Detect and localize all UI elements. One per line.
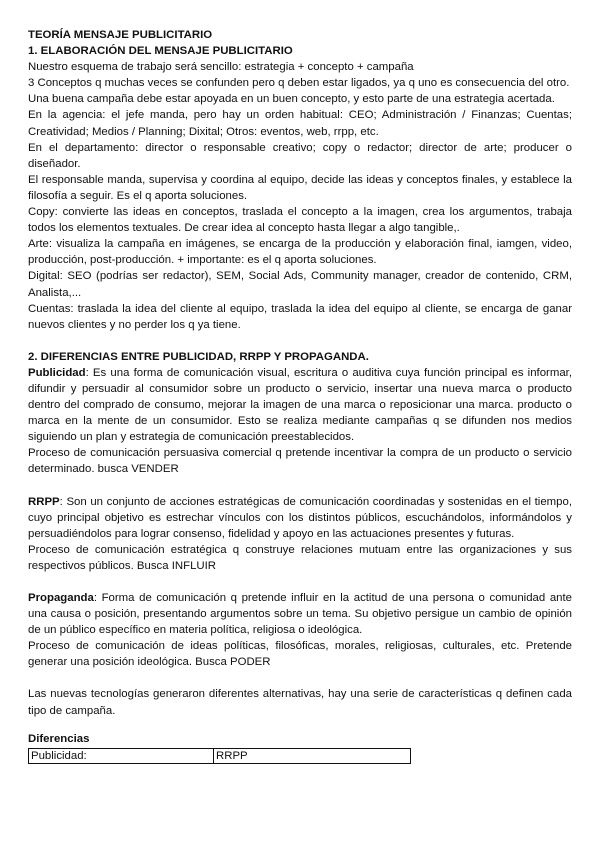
- paragraph: En la agencia: el jefe manda, pero hay un orden habitual: CEO; Administración / Finanzas; Cuentas; Creatividad; Medios / Planning; Dixital; Otros: eventos, web, rrpp, etc.: [28, 109, 572, 138]
- document-title: TEORÍA MENSAJE PUBLICITARIO: [28, 29, 213, 41]
- paragraph: Cuentas: traslada la idea del cliente al equipo, traslada la idea del equipo al cliente, se encarga de ganar nuevos clientes y no perder los q ya tiene.: [28, 302, 572, 331]
- propaganda-definition-text: : Forma de comunicación q pretende influir en la actitud de una persona o comunidad ante una causa o posición, presentando argumentos sobre un tema. Su objetivo persigue un cambio de opinión de un público específico en materia política, religiosa o ideológica.: [28, 592, 572, 637]
- publicidad-definition: [28, 365, 572, 445]
- diferencias-heading: Diferencias: [28, 732, 90, 745]
- paragraph: Copy: convierte las ideas en conceptos, traslada el concepto a la imagen, crea los argumentos, trabaja todos los elementos textuales. De crear idea al concepto hasta llegar a algo tangible,.: [28, 206, 572, 235]
- rrpp-definition: [28, 494, 572, 542]
- propaganda-term: Propaganda: [28, 592, 94, 604]
- table-cell-publicidad: Publicidad:: [29, 748, 214, 763]
- section-1-heading: 1. ELABORACIÓN DEL MENSAJE PUBLICITARIO: [28, 45, 293, 58]
- paragraph: El responsable manda, supervisa y coordina al equipo, decide las ideas y conceptos finales, y establece la filosofía a seguir. Es el q aporta soluciones.: [28, 173, 572, 202]
- spacer: [28, 333, 572, 349]
- section-2-heading: 2. DIFERENCIAS ENTRE PUBLICIDAD, RRPP Y PROPAGANDA.: [28, 350, 369, 363]
- paragraph: Arte: visualiza la campaña en imágenes, se encarga de la producción y elaboración final, iamgen, video, producción, post-producción. + importante: es el q aporta soluciones.: [28, 238, 572, 267]
- rrpp-definition-text: : Son un conjunto de acciones estratégicas de comunicación coordinadas y sostenidas en el tiempo, cuyo principal objetivo es estrechar vínculos con los distintos públicos, escuchándolos, informándolos y persuadiéndolos para lograr consenso, fidelidad y apoyo en las actuaciones presentes y futuras.: [28, 495, 572, 540]
- paragraph: Digital: SEO (podrías ser redactor), SEM, Social Ads, Community manager, creador de contenido, CRM, Analista,...: [28, 270, 572, 299]
- spacer: [28, 670, 572, 686]
- spacer: [28, 719, 572, 731]
- spacer: [28, 574, 572, 590]
- rrpp-term: RRPP: [28, 495, 60, 508]
- rrpp-process: Proceso de comunicación estratégica q construye relaciones mutuam entre las organizaciones y sus respectivos públicos. Busca INFLUIR: [28, 543, 572, 572]
- publicidad-definition-text: : Es una forma de comunicación visual, escritura o auditiva cuya función principal es informar, difundir y persuadir al consumidor sobre un producto o servicio, insertar una nueva marca o producto dentro del comprado de consumo, mejorar la imagen de una marca o reposicionar una marca. producto o marca en la mente de un consumidor. Esto se realiza mediante campañas q se difunden nos medios siguiendo un plan y estrategia de comunicación preestablecidos.: [28, 366, 572, 444]
- paragraph: En el departamento: director o responsable creativo; copy o redactor; director de arte; producer o diseñador.: [28, 141, 572, 170]
- closing-paragraph: Las nuevas tecnologías generaron diferentes alternativas, hay una serie de características q definen cada tipo de campaña.: [28, 688, 572, 717]
- propaganda-process: Proceso de comunicación de ideas políticas, filosóficas, morales, religiosas, culturales, etc. Pretende generar una posición ideológica. Busca PODER: [28, 640, 572, 669]
- publicidad-term: Publicidad: [28, 366, 86, 379]
- paragraph: 3 Conceptos q muchas veces se confunden pero q deben estar ligados, ya q uno es consecuencia del otro.: [28, 77, 570, 90]
- diferencias-table: [28, 748, 411, 764]
- table-row: [29, 748, 411, 763]
- propaganda-definition: [28, 590, 572, 638]
- spacer: [28, 478, 572, 494]
- table-cell-rrpp: RRPP: [214, 748, 411, 763]
- document-page: [28, 27, 572, 764]
- publicidad-process: Proceso de comunicación persuasiva comercial q pretende incentivar la compra de un producto o servicio determinado. busca VENDER: [28, 447, 572, 476]
- paragraph: Una buena campaña debe estar apoyada en un buen concepto, y esto parte de una estrategia acertada.: [28, 93, 555, 106]
- paragraph: Nuestro esquema de trabajo será sencillo: estrategia + concepto + campaña: [28, 61, 414, 74]
